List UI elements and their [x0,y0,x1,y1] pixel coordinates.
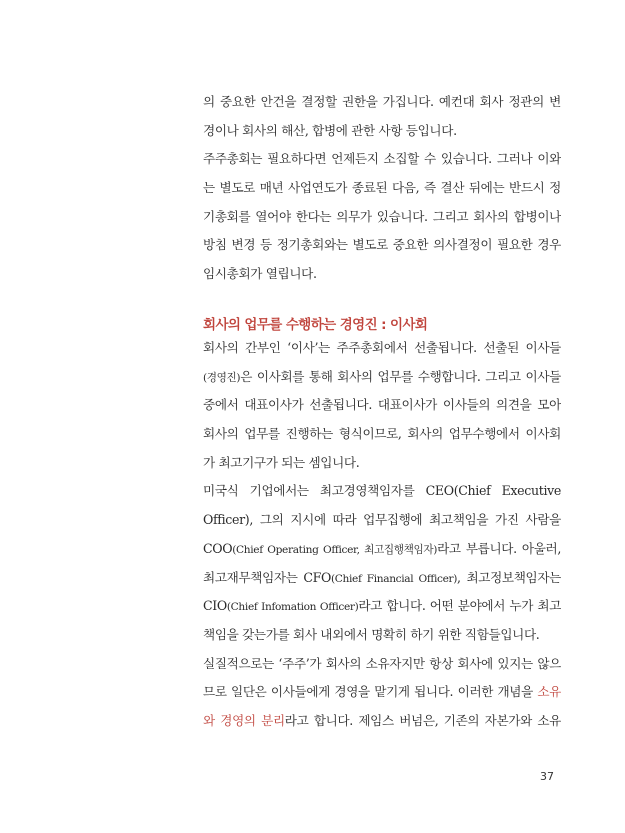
text-line: 의 중요한 안건을 결정할 권한을 가집니다. 예컨대 회사 정관의 변 [203,94,561,109]
text-line: 방침 변경 등 정기총회와는 별도로 중요한 의사결정이 필요한 경우 [203,237,561,253]
text-line: 책임을 갖는가를 회사 내외에서 명확히 하기 위한 직함들입니다. [203,626,540,642]
text-line [203,592,561,621]
text-line: 가 최고기구가 되는 셈입니다. [203,454,360,470]
text-line [203,678,561,707]
text-line: 중에서 대표이사가 선출됩니다. 대표이사가 이사들의 의견을 모아 [203,397,561,413]
text-line: 는 별도로 매년 사업연도가 종료된 다음, 즉 결산 뒤에는 반드시 정 [203,180,561,196]
text-line: 주주총회는 필요하다면 언제든지 소집할 수 있습니다. 그러나 이와 [203,151,561,167]
highlighted-term: 소유 [537,684,561,700]
text-segment-small: (경영진) [203,371,241,384]
text-segment: 라고 합니다. 어떤 분야에서 누가 최고 [358,598,561,614]
text-segment: 므로 일단은 이사들에게 경영을 맡기게 됩니다. 이러한 개념을 [203,684,538,700]
text-line [203,363,561,392]
text-segment-small: (Chief Operating Officer, 최고집행책임자) [232,543,438,556]
text-segment: 라고 부릅니다. 아울러, [437,540,561,556]
text-line [203,707,561,736]
paragraph-board-of-directors [203,334,561,736]
text-line: 미국식 기업에서는 최고경영책임자를 CEO(Chief Executive [203,483,561,499]
text-line: 실질적으로는 ‘주주’가 회사의 소유자지만 항상 회사에 있지는 않으 [203,655,561,671]
page-number: 37 [540,770,554,783]
text-line [203,564,561,593]
text-segment: COO [203,540,233,556]
text-line: 회사의 업무를 진행하는 형식이므로, 회사의 업무수행에서 이사회 [203,426,561,442]
section-heading: 회사의 업무를 수행하는 경영진 : 이사회 [203,317,428,333]
text-line: 임시총회가 열립니다. [203,266,317,282]
text-line: 회사의 간부인 ‘이사’는 주주총회에서 선출됩니다. 선출된 이사들 [203,340,561,355]
text-line: Officer), 그의 지시에 따라 업무집행에 최고책임을 가진 사람을 [203,512,561,528]
text-segment: , 최고정보책임자는 [457,569,561,585]
text-line: 기총회를 열어야 한다는 의무가 있습니다. 그리고 회사의 합병이나 [203,208,561,224]
text-line: 경이나 회사의 해산, 합병에 관한 사항 등입니다. [203,122,457,138]
text-line [203,535,561,564]
highlighted-term: 와 경영의 분리 [203,712,285,728]
text-segment: 최고재무책임자는 CFO [203,569,331,585]
text-segment: CIO [203,598,227,614]
text-segment-small: (Chief Infomation Officer) [226,601,359,614]
paragraph-shareholders-meeting [203,88,561,289]
text-segment-small: (Chief Financial Officer) [331,572,457,585]
text-segment: 라고 합니다. 제임스 버넘은, 기존의 자본가와 소유 [284,712,561,728]
text-segment: 은 이사회를 통해 회사의 업무를 수행합니다. 그리고 이사들 [240,368,561,384]
